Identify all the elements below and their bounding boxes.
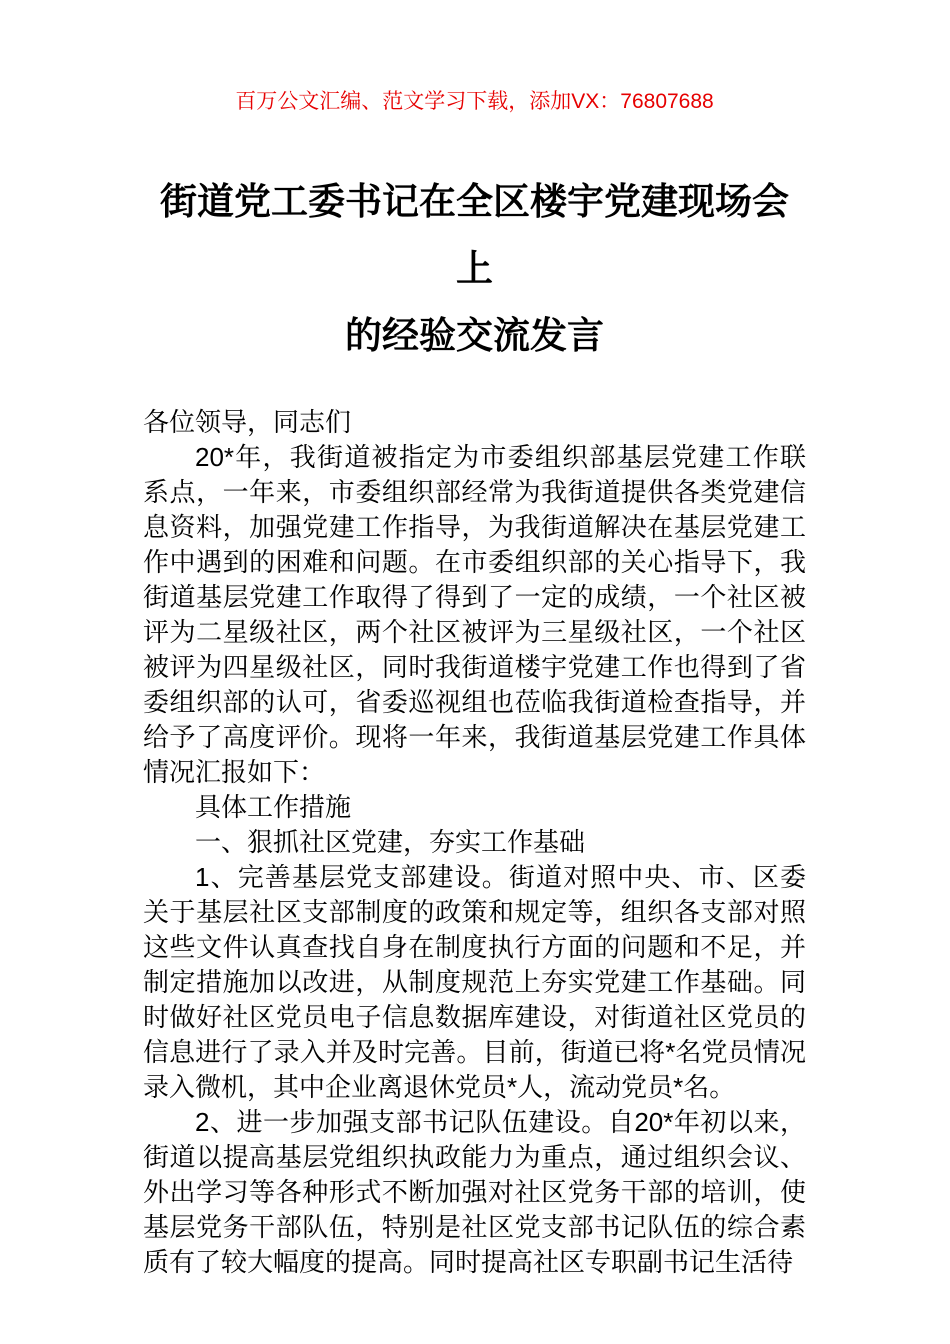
promo-banner: 百万公文汇编、范文学习下载，添加VX：76807688 bbox=[235, 90, 714, 113]
title-line-2: 的经验交流发言 bbox=[345, 315, 604, 356]
paragraph: 具体工作措施 bbox=[195, 792, 352, 822]
document-body bbox=[143, 405, 806, 1280]
document-title bbox=[143, 168, 806, 369]
paragraph: 1、完善基层党支部建设。街道对照中央、市、区委关于基层社区支部制度的政策和规定等，组织各支部对照这些文件认真查找自身在制度执行方面的问题和不足，并制定措施加以改进，从制度规范上夯实党建工作基础。同时做好社区党员电子信息数据库建设，对街道社区党员的信息进行了录入并及时完善。目前，街道已将*名党员情况录入微机，其中企业离退休党员*人，流动党员*名。 bbox=[143, 862, 806, 1102]
paragraph: 2、进一步加强支部书记队伍建设。自20*年初以来，街道以提高基层党组织执政能力为重点，通过组织会议、外出学习等各种形式不断加强对社区党务干部的培训，使基层党务干部队伍，特别是社区党支部书记队伍的综合素质有了较大幅度的提高。同时提高社区专职副书记生活待 bbox=[143, 1107, 806, 1277]
paragraph: 20*年，我街道被指定为市委组织部基层党建工作联系点，一年来，市委组织部经常为我街道提供各类党建信息资料，加强党建工作指导，为我街道解决在基层党建工作中遇到的困难和问题。在市委组织部的关心指导下，我街道基层党建工作取得了得到了一定的成绩，一个社区被评为二星级社区，两个社区被评为三星级社区，一个社区被评为四星级社区，同时我街道楼宇党建工作也得到了省委组织部的认可，省委巡视组也莅临我街道检查指导，并给予了高度评价。现将一年来，我街道基层党建工作具体情况汇报如下： bbox=[143, 442, 806, 787]
title-line-1: 街道党工委书记在全区楼宇党建现场会上 bbox=[160, 181, 789, 289]
paragraph: 一、狠抓社区党建，夯实工作基础 bbox=[195, 827, 586, 857]
paragraph: 各位领导，同志们 bbox=[143, 407, 352, 437]
